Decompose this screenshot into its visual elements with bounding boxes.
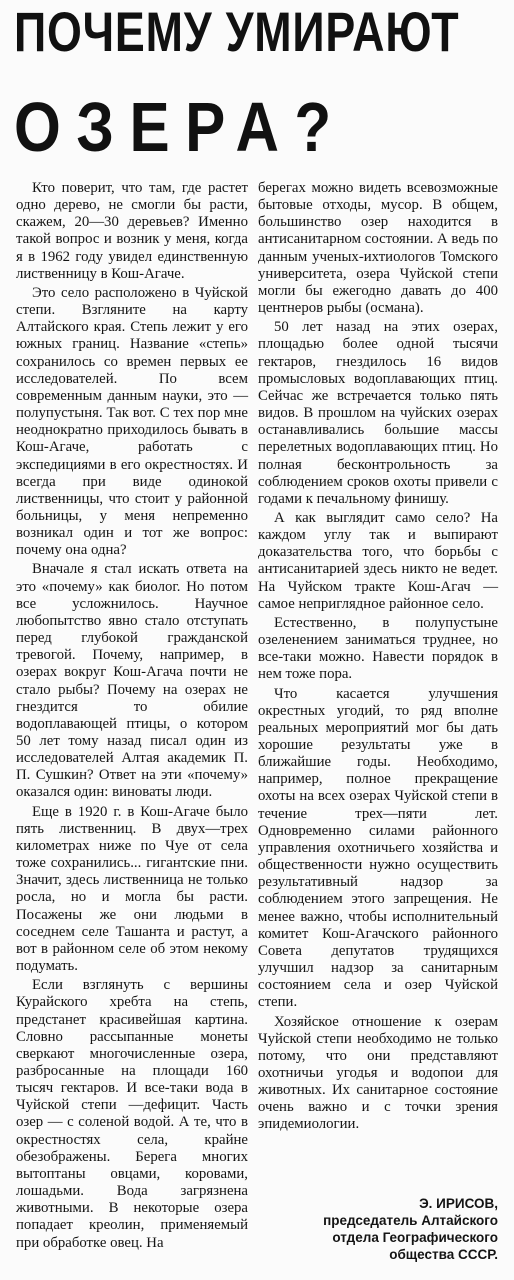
paragraph: Вначале я стал искать ответа на это «почему» как биолог. Но потом все усложнилось. Научное любопытство явно стало отступать перед глубокой гражданской тревогой. Почему, например, в озерах вокруг Кош-Агача почти не стало рыбы? Почему на озерах не гнездится то обилие водоплавающей птицы, о котором 50 лет тому назад писал один из исследователей Алтая академик П. П. Сушкин? Ответ на эти «почему» оказался один: виноваты люди. (16, 561, 248, 801)
paragraph: Естественно, в полупустыне озеленением заниматься труднее, но все-таки можно. Навести порядок в нем тоже пора. (258, 614, 498, 683)
author-title: председатель Алтайского (323, 1213, 498, 1228)
paragraph: Что касается улучшения окрестных угодий, то ряд вполне реальных мероприятий мог бы дать хорошие результаты уже в ближайшие годы. Необходимо, например, полное прекращение охоты на всех озерах Чуйской степи в течение трех—пяти лет. Одновременно силами районного управления охотничьего хозяйства и общественности нужно осуществить результативный надзор за соблюдением этого запрещения. Не менее важно, чтобы исполнительный комитет Кош-Агачского районного Совета депутатов трудящихся улучшил надзор за санитарным состоянием села и озер Чуйской степи. (258, 685, 498, 1011)
headline (0, 0, 514, 180)
article-column-right (258, 180, 498, 1136)
author-title: общества СССР. (389, 1247, 498, 1262)
headline-line-1: ПОЧЕМУ УМИРАЮТ (14, 0, 460, 63)
paragraph: Хозяйское отношение к озерам Чуйской степи необходимо не только потому, что они представляют охотничьи угодья и водопои для животных. Их санитарное состояние очень важно и с точки зрения эпидемиологии. (258, 1013, 498, 1133)
headline-line-2: ОЗЕРА? (14, 88, 347, 166)
paragraph: Это село расположено в Чуйской степи. Взгляните на карту Алтайского края. Степь лежит у его южных границ. Название «степь» сохранилось со времен первых ее исследователей. По всем современным данным науки, это — полупустыня. Так вот. С тех пор мне неоднократно приходилось бывать в Кош-Агаче, работать с экспедициями в его окрестностях. И всегда при виде одинокой лиственницы, что стоит у районной больницы, у меня непременно возникал один и тот же вопрос: почему она одна? (16, 284, 248, 559)
article-column-left (16, 180, 248, 1254)
paragraph: Если взглянуть с вершины Курайского хребта на степь, предстанет красивейшая картина. Словно рассыпанные монеты сверкают многочисленные озера, разбросанные на площади 160 тысяч гектаров. И все-таки вода в Чуйской степи —дефицит. Часть озер — с соленой водой. А те, что в окрестностях села, крайне обезображены. Берега многих вытоптаны овцами, коровами, лошадьми. Вода загрязнена животными. В некоторые озера попадает креолин, применяемый при обработке овец. На (16, 977, 248, 1251)
author-signature (258, 1195, 498, 1263)
author-name: Э. ИРИСОВ, (419, 1196, 498, 1211)
paragraph: берегах можно видеть всевозможные бытовые отходы, мусор. В общем, большинство озер находится в антисанитарном состоянии. А ведь по данным ученых-ихтиологов Томского университета, озера Чуйской степи могли бы ежегодно давать до 400 центнеров рыбы (османа). (258, 180, 498, 317)
paragraph: Кто поверит, что там, где растет одно дерево, не смогли бы расти, скажем, 20—30 деревьев? Именно такой вопрос и возник у меня, когда я в 1962 году увидел единственную лиственницу в Кош-Агаче. (16, 180, 248, 282)
author-title: отдела Географического (332, 1230, 498, 1245)
paragraph: А как выглядит само село? На каждом углу так и выпирают доказательства того, что борьбы с антисанитарией здесь никто не ведет. На Чуйском тракте Кош-Агач — самое неприглядное районное село. (258, 509, 498, 612)
paragraph: 50 лет назад на этих озерах, площадью более одной тысячи гектаров, гнездилось 16 видов промысловых водоплавающих птиц. Сейчас же встречается только пять видов. В прошлом на чуйских озерах останавливались большие массы перелетных водоплавающих птиц. Но полная бесконтрольность за соблюдением сроков охоты привели с годами к печальному финишу. (258, 319, 498, 507)
paragraph: Еще в 1920 г. в Кош-Агаче было пять лиственниц. В двух—трех километрах ниже по Чуе от села тоже сохранились... гигантские пни. Значит, здесь лиственница не только росла, но и могла бы расти. Посажены же они людьми в соседнем селе Ташанта и растут, а вот в районном селе об этом некому подумать. (16, 803, 248, 975)
